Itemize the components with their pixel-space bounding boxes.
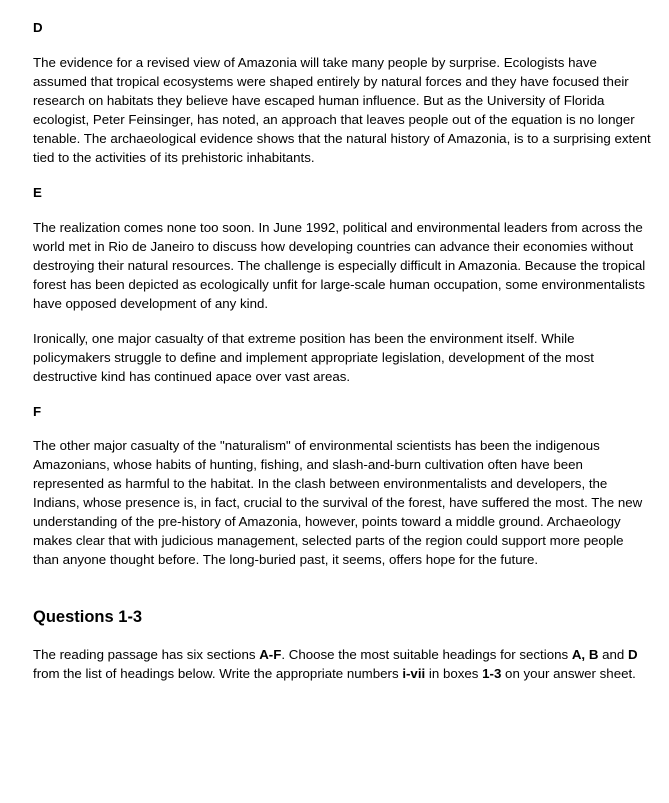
section-letter-e: E — [33, 185, 42, 200]
section-letter-f: F — [33, 404, 42, 419]
instruction-sections-ab: A, B — [571, 647, 599, 662]
questions-heading: Questions 1-3 — [33, 608, 143, 626]
instruction-numbers-range: i-vii — [402, 666, 426, 681]
section-d-paragraph-1: The evidence for a revised view of Amazonia will take many people by surprise. Ecologists have assumed that tropical ecosystems were shaped entirely by natural forces and they have focused their research on habitats they believe have escaped human influence. But as the University of Florida ecologist, Peter Feinsinger, has noted, an approach that leaves people out of the equation is no longer tenable. The archaeological evidence shows that the natural history of Amazonia, is to a surprising extent tied to the activities of its prehistoric inhabitants. — [33, 55, 651, 165]
instruction-text-3: and — [598, 647, 629, 662]
instruction-text-4: from the list of headings below. Write the appropriate numbers — [33, 666, 403, 681]
instruction-section-d: D — [628, 647, 638, 662]
instruction-text-1: The reading passage has six sections — [33, 647, 260, 662]
instruction-sections-range: A-F — [259, 647, 282, 662]
instruction-text-6: on your answer sheet. — [501, 666, 636, 681]
questions-instruction — [33, 645, 651, 683]
instruction-text-2: . Choose the most suitable headings for sections — [281, 647, 572, 662]
section-e-paragraph-2: Ironically, one major casualty of that extreme position has been the environment itself. While policymakers struggle to define and implement appropriate legislation, development of the most destructive kind has continued apace over vast areas. — [33, 331, 594, 384]
instruction-text-5: in boxes — [425, 666, 483, 681]
section-e-paragraph-1: The realization comes none too soon. In June 1992, political and environmental leaders from across the world met in Rio de Janeiro to discuss how developing countries can advance their economies without destroying their natural resources. The challenge is especially difficult in Amazonia. Because the tropical forest has been depicted as ecologically unfit for large-scale human occupation, some environmentalists have opposed development of any kind. — [33, 220, 646, 311]
section-letter-d: D — [33, 20, 43, 35]
section-f-paragraph-1: The other major casualty of the "naturalism" of environmental scientists has been the indigenous Amazonians, whose habits of hunting, fishing, and slash-and-burn cultivation often have been represented as harmful to the habitat. In the clash between environmentalists and developers, the Indians, whose presence is, in fact, crucial to the survival of the forest, have suffered the most. The new understanding of the pre-history of Amazonia, however, points toward a middle ground. Archaeology makes clear that with judicious management, selected parts of the region could support more people than anyone thought before. The long-buried past, it seems, offers hope for the future. — [33, 438, 643, 567]
instruction-boxes-range: 1-3 — [482, 666, 502, 681]
